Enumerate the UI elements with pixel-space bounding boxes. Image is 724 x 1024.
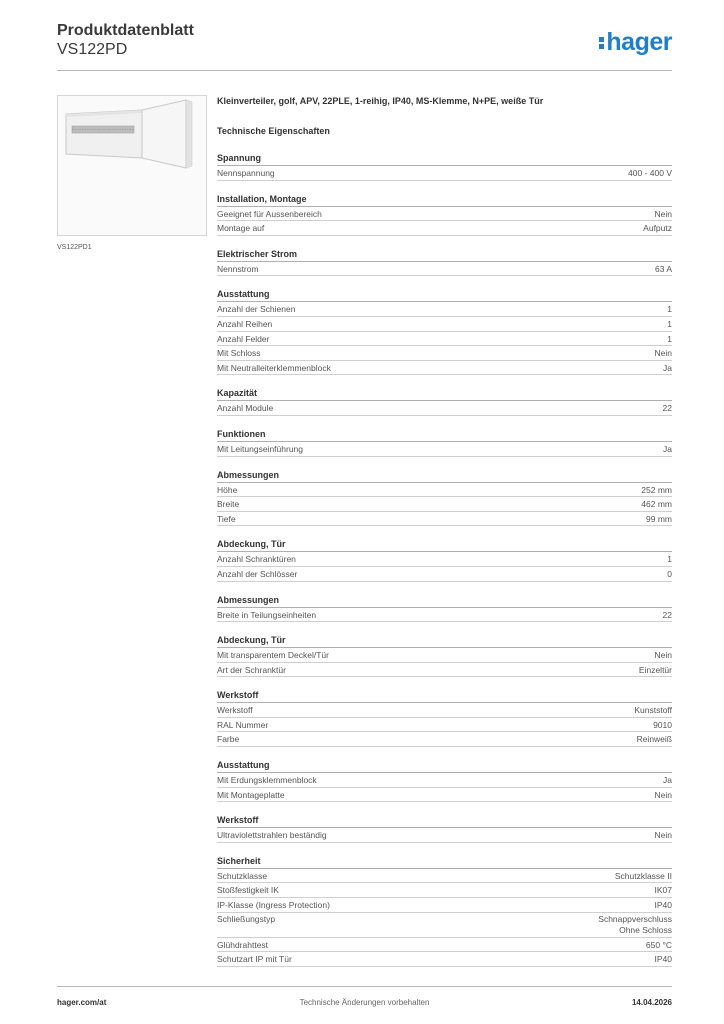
spec-group-title: Ausstattung	[217, 288, 672, 302]
product-code: VS122PD	[57, 41, 128, 58]
spec-value	[639, 663, 672, 677]
spec-label: Anzahl der Schienen	[217, 304, 296, 315]
spec-row	[217, 703, 672, 718]
spec-value-line: 1	[667, 318, 672, 329]
spec-label: Anzahl Reihen	[217, 318, 273, 329]
spec-value-line: Einzeltür	[638, 664, 672, 675]
spec-value-line: 22	[662, 609, 672, 620]
spec-value	[667, 552, 672, 566]
spec-row	[217, 483, 672, 498]
spec-label: Montage auf	[217, 223, 265, 234]
spec-value	[663, 442, 672, 456]
spec-value-line: 1	[667, 333, 672, 344]
spec-group	[217, 634, 672, 677]
spec-value	[655, 262, 672, 276]
spec-value-line: Nein	[654, 830, 672, 841]
spec-value-line: 0	[667, 568, 672, 579]
spec-value	[598, 914, 672, 937]
spec-value	[641, 483, 672, 497]
spec-value	[655, 883, 673, 897]
spec-label: Anzahl der Schlösser	[217, 568, 298, 579]
spec-value-line: Nein	[654, 789, 672, 800]
spec-value	[663, 361, 672, 375]
spec-row	[217, 317, 672, 332]
logo-text: hager	[606, 28, 672, 56]
spec-value-line: Kunststoff	[634, 705, 672, 716]
spec-value	[655, 952, 673, 966]
spec-row	[217, 718, 672, 733]
spec-value-line: Aufputz	[643, 223, 672, 234]
spec-row	[217, 788, 672, 803]
spec-value	[643, 221, 672, 235]
spec-value	[653, 718, 672, 732]
spec-value-line: Reinweiß	[636, 734, 672, 745]
spec-value-line: Nein	[654, 208, 672, 219]
spec-row	[217, 773, 672, 788]
spec-row	[217, 952, 672, 967]
spec-value-line: Ja	[663, 443, 672, 454]
spec-label: Werkstoff	[217, 705, 253, 716]
spec-label: Anzahl Module	[217, 403, 274, 414]
spec-value	[641, 497, 672, 511]
spec-group	[217, 387, 672, 416]
spec-value-line: IP40	[654, 954, 672, 965]
spec-value-line: Schutzklasse II	[614, 870, 672, 881]
spec-group	[217, 855, 672, 967]
spec-row	[217, 869, 672, 884]
spec-value	[667, 567, 672, 581]
spec-value	[663, 773, 672, 787]
spec-label: Geeignet für Aussenbereich	[217, 208, 322, 219]
spec-row	[217, 401, 672, 416]
spec-label: Schutzklasse	[217, 870, 268, 881]
spec-row	[217, 442, 672, 457]
spec-value	[646, 512, 672, 526]
spec-group-title: Ausstattung	[217, 759, 672, 773]
spec-row	[217, 663, 672, 678]
spec-label: Glühdrahttest	[217, 939, 269, 950]
spec-group	[217, 428, 672, 457]
spec-value	[663, 608, 672, 622]
spec-row	[217, 361, 672, 376]
spec-row	[217, 221, 672, 236]
spec-value	[634, 703, 672, 717]
page-footer	[57, 986, 672, 1011]
spec-label: Mit Erdungsklemmenblock	[217, 775, 317, 786]
spec-label: Breite in Teilungseinheiten	[217, 609, 317, 620]
spec-group	[217, 689, 672, 747]
spec-row	[217, 262, 672, 277]
spec-row	[217, 166, 672, 181]
spec-group-title: Spannung	[217, 152, 672, 166]
spec-value-line: Nein	[654, 650, 672, 661]
spec-row	[217, 567, 672, 582]
spec-label: Anzahl Schranktüren	[217, 554, 296, 565]
spec-value-line: 1	[667, 304, 672, 315]
spec-group-title: Abmessungen	[217, 469, 672, 483]
spec-row	[217, 332, 672, 347]
spec-row	[217, 346, 672, 361]
spec-value	[655, 648, 672, 662]
spec-group-title: Werkstoff	[217, 814, 672, 828]
spec-value-line: Ja	[663, 362, 672, 373]
spec-label: Mit transparentem Deckel/Tür	[217, 650, 329, 661]
spec-group	[217, 193, 672, 236]
spec-group	[217, 814, 672, 843]
spec-group-title: Abdeckung, Tür	[217, 634, 672, 648]
spec-value	[646, 938, 672, 952]
spec-row	[217, 938, 672, 953]
product-description: Kleinverteiler, golf, APV, 22PLE, 1-reihig, IP40, MS-Klemme, N+PE, weiße Tür	[217, 96, 544, 106]
spec-row	[217, 207, 672, 222]
spec-value-line: 1	[667, 554, 672, 565]
spec-row	[217, 497, 672, 512]
spec-label: Schutzart IP mit Tür	[217, 954, 292, 965]
spec-label: Farbe	[217, 734, 240, 745]
spec-row	[217, 732, 672, 747]
spec-label: Höhe	[217, 484, 238, 495]
spec-group-title: Sicherheit	[217, 855, 672, 869]
spec-label: Mit Montageplatte	[217, 789, 285, 800]
spec-group-title: Installation, Montage	[217, 193, 672, 207]
spec-row	[217, 608, 672, 623]
spec-value-line: 99 mm	[646, 513, 672, 524]
spec-label: Nennstrom	[217, 263, 259, 274]
spec-value	[628, 166, 672, 180]
spec-value-line: IK07	[654, 885, 672, 896]
spec-label: Mit Schloss	[217, 348, 261, 359]
spec-value	[655, 207, 672, 221]
spec-group-title: Funktionen	[217, 428, 672, 442]
spec-group-title: Kapazität	[217, 387, 672, 401]
distribution-board-icon	[58, 96, 206, 235]
spec-row	[217, 913, 672, 938]
spec-value	[655, 346, 672, 360]
spec-group	[217, 248, 672, 277]
spec-value	[615, 869, 672, 883]
spec-value	[667, 332, 672, 346]
spec-value	[667, 317, 672, 331]
spec-group	[217, 594, 672, 623]
spec-group	[217, 759, 672, 802]
document-title: Produktdatenblatt	[57, 22, 194, 39]
tech-properties-title: Technische Eigenschaften	[217, 126, 330, 136]
spec-value	[655, 898, 673, 912]
spec-label: Stoßfestigkeit IK	[217, 885, 279, 896]
spec-label: Anzahl Felder	[217, 333, 270, 344]
footer-website: hager.com/at	[57, 998, 107, 1007]
spec-value-line: 252 mm	[641, 484, 672, 495]
spec-group-title: Abmessungen	[217, 594, 672, 608]
spec-value	[637, 732, 672, 746]
product-image	[57, 95, 207, 236]
spec-label: IP-Klasse (Ingress Protection)	[217, 900, 330, 911]
image-caption: VS122PD1	[57, 244, 92, 251]
spec-label: Mit Neutralleiterklemmenblock	[217, 362, 331, 373]
spec-label: Nennspannung	[217, 168, 275, 178]
spec-row	[217, 512, 672, 527]
spec-value-line: 63 A	[654, 263, 672, 274]
spec-row	[217, 648, 672, 663]
spec-group	[217, 469, 672, 527]
spec-label: Tiefe	[217, 513, 236, 524]
spec-row	[217, 883, 672, 898]
logo-dots-icon	[599, 35, 604, 51]
spec-groups	[217, 152, 672, 967]
spec-value-line: Nein	[654, 348, 672, 359]
spec-label: Art der Schranktür	[217, 664, 286, 675]
spec-value-line: 400 - 400 V	[628, 168, 672, 178]
page-header	[57, 18, 672, 71]
footer-disclaimer: Technische Änderungen vorbehalten	[299, 998, 430, 1007]
spec-row	[217, 828, 672, 843]
spec-label: Mit Leitungseinführung	[217, 443, 304, 454]
spec-label: Schließungstyp	[217, 913, 276, 924]
spec-value-line: 22	[662, 403, 672, 414]
spec-group-title: Werkstoff	[217, 689, 672, 703]
spec-value	[667, 302, 672, 316]
spec-label: Ultraviolettstrahlen beständig	[217, 830, 327, 841]
spec-group	[217, 538, 672, 581]
spec-value-line: IP40	[654, 900, 672, 911]
spec-value-line: Schnappverschluss	[598, 913, 672, 924]
spec-row	[217, 302, 672, 317]
spec-content	[217, 96, 672, 967]
spec-row	[217, 552, 672, 567]
spec-value	[663, 401, 672, 415]
spec-value-line: 462 mm	[641, 499, 672, 510]
spec-group	[217, 152, 672, 181]
hager-logo	[599, 28, 672, 57]
spec-value-line: Ja	[663, 775, 672, 786]
spec-value-line: 9010	[653, 719, 672, 730]
spec-row	[217, 898, 672, 913]
spec-value	[655, 828, 672, 842]
footer-date: 14.04.2026	[631, 998, 672, 1007]
spec-value	[655, 788, 672, 802]
spec-label: RAL Nummer	[217, 719, 269, 730]
spec-label: Breite	[217, 499, 240, 510]
spec-group-title: Elektrischer Strom	[217, 248, 672, 262]
spec-group	[217, 288, 672, 375]
spec-value-line: Ohne Schloss	[619, 925, 672, 936]
spec-group-title: Abdeckung, Tür	[217, 538, 672, 552]
spec-value-line: 650 °C	[645, 939, 672, 950]
